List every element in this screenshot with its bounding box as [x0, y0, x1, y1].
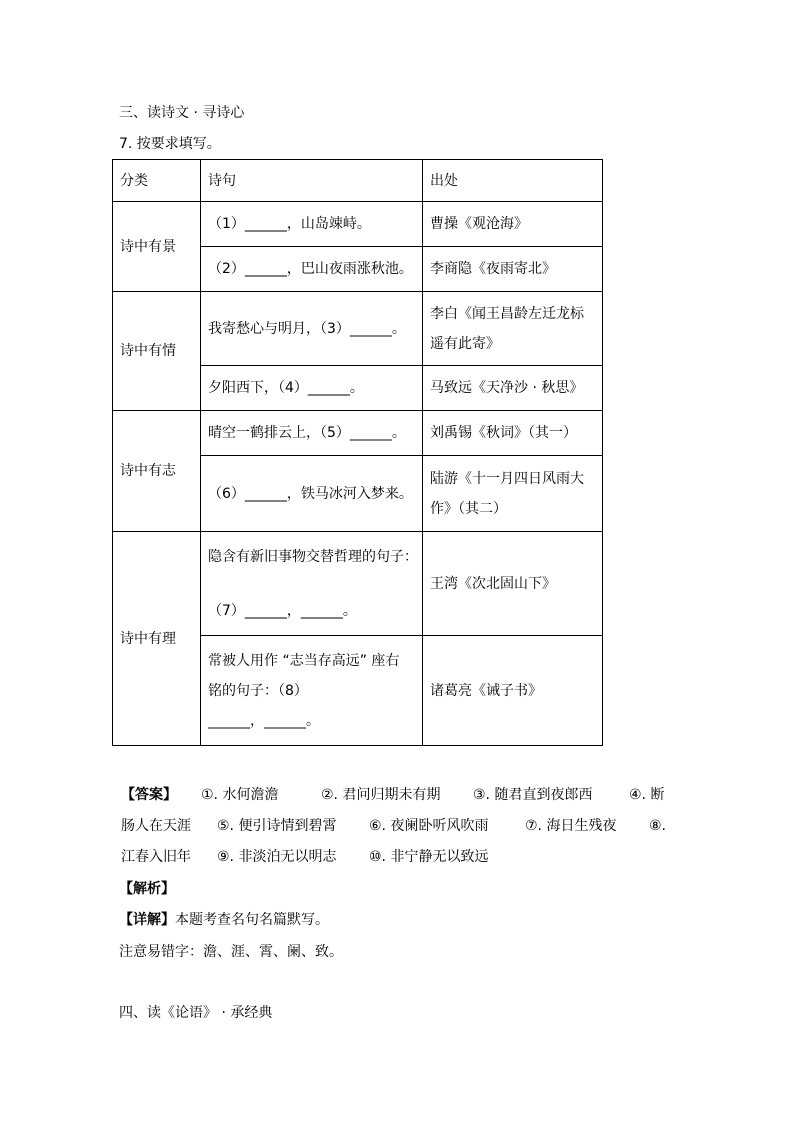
answer-item: ③. 随君直到夜郎西	[473, 787, 593, 803]
answer-item: ②. 君问归期未有期	[321, 787, 441, 803]
source-line-1: 李白《闻王昌龄左迁龙标	[430, 305, 584, 322]
table-header-row	[113, 160, 603, 202]
header-source: 出处	[423, 160, 603, 202]
answer-item: 江春入旧年	[121, 849, 191, 865]
line-part-1: 常被人用作 “志当存高远” 座右	[208, 652, 400, 669]
source-cell: 曹操《观沧海》	[423, 202, 603, 247]
analysis-label: 【解析】	[119, 881, 175, 897]
table-row	[113, 532, 603, 636]
section3-heading: 三、读诗文 · 寻诗心	[119, 105, 245, 121]
line-cell: 夕阳西下，（4）______。	[201, 366, 423, 411]
answer-label: 【答案】	[121, 787, 177, 803]
answer-item: ①. 水何澹澹	[201, 787, 279, 803]
answer-item: ⑩. 非宁静无以致远	[369, 849, 489, 865]
source-cell: 李商隐《夜雨寄北》	[423, 247, 603, 292]
source-line-2: 作》（其二）	[430, 500, 507, 517]
category-cell: 诗中有志	[113, 411, 201, 532]
error-note: 注意易错字：澹、涯、霄、阑、致。	[119, 944, 343, 960]
answer-item: ⑥. 夜阑卧听风吹雨	[369, 818, 489, 834]
table-row	[113, 411, 603, 456]
answer-item: 肠人在天涯	[121, 818, 191, 834]
line-cell	[201, 532, 423, 636]
source-line-2: 遥有此寄》	[430, 335, 500, 352]
section4-heading: 四、读《论语》 · 承经典	[119, 1005, 273, 1021]
line-part-2: 铭的句子：（8）	[208, 682, 308, 699]
table-row	[113, 202, 603, 247]
answer-line-1	[121, 784, 664, 804]
line-cell	[201, 636, 423, 746]
source-line-1: 陆游《十一月四日风雨大	[430, 470, 584, 487]
line-part-1: 隐含有新旧事物交替哲理的句子：	[208, 548, 418, 565]
category-cell: 诗中有情	[113, 292, 201, 411]
answer-item: ⑤. 便引诗情到碧霄	[217, 818, 337, 834]
source-cell	[423, 292, 603, 366]
source-cell	[423, 456, 603, 532]
answer-item: ⑦. 海日生残夜	[525, 818, 617, 834]
category-cell: 诗中有理	[113, 532, 201, 746]
header-line: 诗句	[201, 160, 423, 202]
header-category: 分类	[113, 160, 201, 202]
table-row	[113, 292, 603, 366]
line-part-2: （7）______，______。	[208, 602, 357, 619]
line-part-3: ______，______。	[208, 712, 320, 729]
poem-table	[112, 159, 603, 746]
line-cell: 晴空一鹤排云上，（5）______。	[201, 411, 423, 456]
answer-line-2	[121, 815, 666, 835]
answer-item: ④. 断	[629, 787, 665, 803]
question-7: 7. 按要求填写。	[119, 136, 221, 152]
answer-item: ⑨. 非淡泊无以明志	[217, 849, 337, 865]
answer-item: ⑧.	[649, 818, 667, 834]
source-cell: 王湾《次北固山下》	[423, 532, 603, 636]
source-cell: 马致远《天净沙 · 秋思》	[423, 366, 603, 411]
line-cell: （2）______，巴山夜雨涨秋池。	[201, 247, 423, 292]
source-cell: 诸葛亮《诫子书》	[423, 636, 603, 746]
detail-line	[119, 909, 329, 929]
detail-label: 【详解】	[119, 912, 175, 928]
line-cell: （6）______，铁马冰河入梦来。	[201, 456, 423, 532]
line-cell: （1）______，山岛竦峙。	[201, 202, 423, 247]
detail-text: 本题考查名句名篇默写。	[175, 912, 329, 928]
category-cell: 诗中有景	[113, 202, 201, 292]
answer-line-3	[121, 846, 488, 866]
source-cell: 刘禹锡《秋词》（其一）	[423, 411, 603, 456]
line-cell: 我寄愁心与明月，（3）______。	[201, 292, 423, 366]
